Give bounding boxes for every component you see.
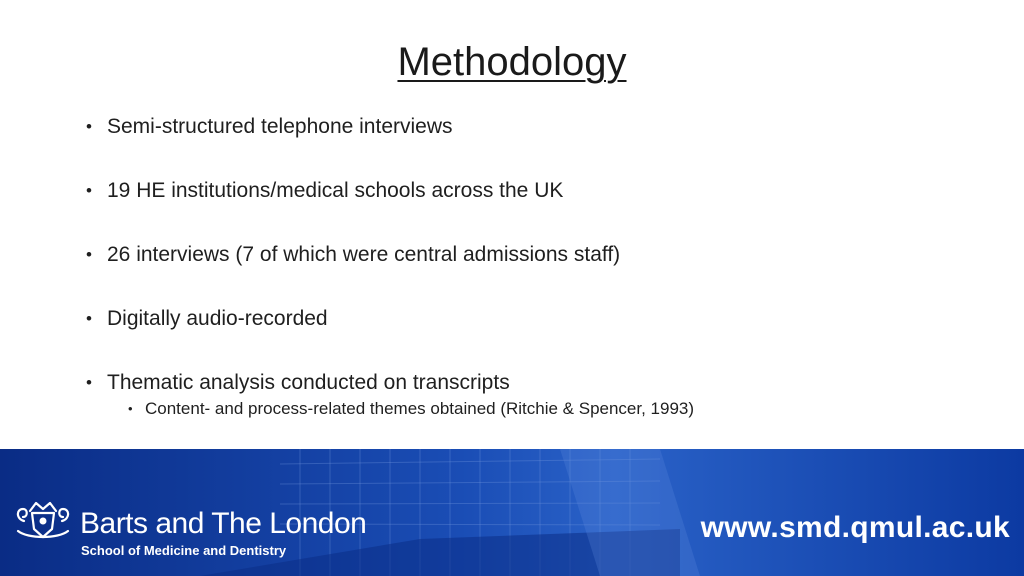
bullet-text: Thematic analysis conducted on transcripts xyxy=(107,371,510,394)
brand-name: Barts and The London xyxy=(80,507,367,540)
slide-title xyxy=(0,40,1024,85)
bullet-item xyxy=(86,304,946,334)
sub-bullet-text: Content- and process-related themes obtained (Ritchie & Spencer, 1993) xyxy=(145,399,695,418)
bullet-list xyxy=(86,112,946,420)
bullet-item xyxy=(86,240,946,270)
bullet-dot-icon: • xyxy=(86,373,92,392)
slide-title-text: Methodology xyxy=(397,40,627,84)
bullet-dot-icon: • xyxy=(86,181,92,200)
bullet-text: 19 HE institutions/medical schools across the UK xyxy=(107,179,564,202)
bullet-text: Semi-structured telephone interviews xyxy=(107,115,453,138)
bullet-text: 26 interviews (7 of which were central admissions staff) xyxy=(107,243,621,266)
website-url[interactable]: www.smd.qmul.ac.uk xyxy=(700,511,1010,544)
bullet-dot-icon: • xyxy=(86,117,92,136)
brand-subtitle: School of Medicine and Dentistry xyxy=(81,543,287,558)
bullet-item xyxy=(86,112,946,142)
bullet-item xyxy=(86,368,946,398)
crest-icon xyxy=(14,499,72,545)
footer-banner xyxy=(0,449,1024,576)
bullet-item xyxy=(86,176,946,206)
sub-bullet-item xyxy=(128,398,946,420)
bullet-text: Digitally audio-recorded xyxy=(107,307,328,330)
sub-bullet-dot-icon: • xyxy=(128,401,133,416)
bullet-dot-icon: • xyxy=(86,309,92,328)
bullet-dot-icon: • xyxy=(86,245,92,264)
